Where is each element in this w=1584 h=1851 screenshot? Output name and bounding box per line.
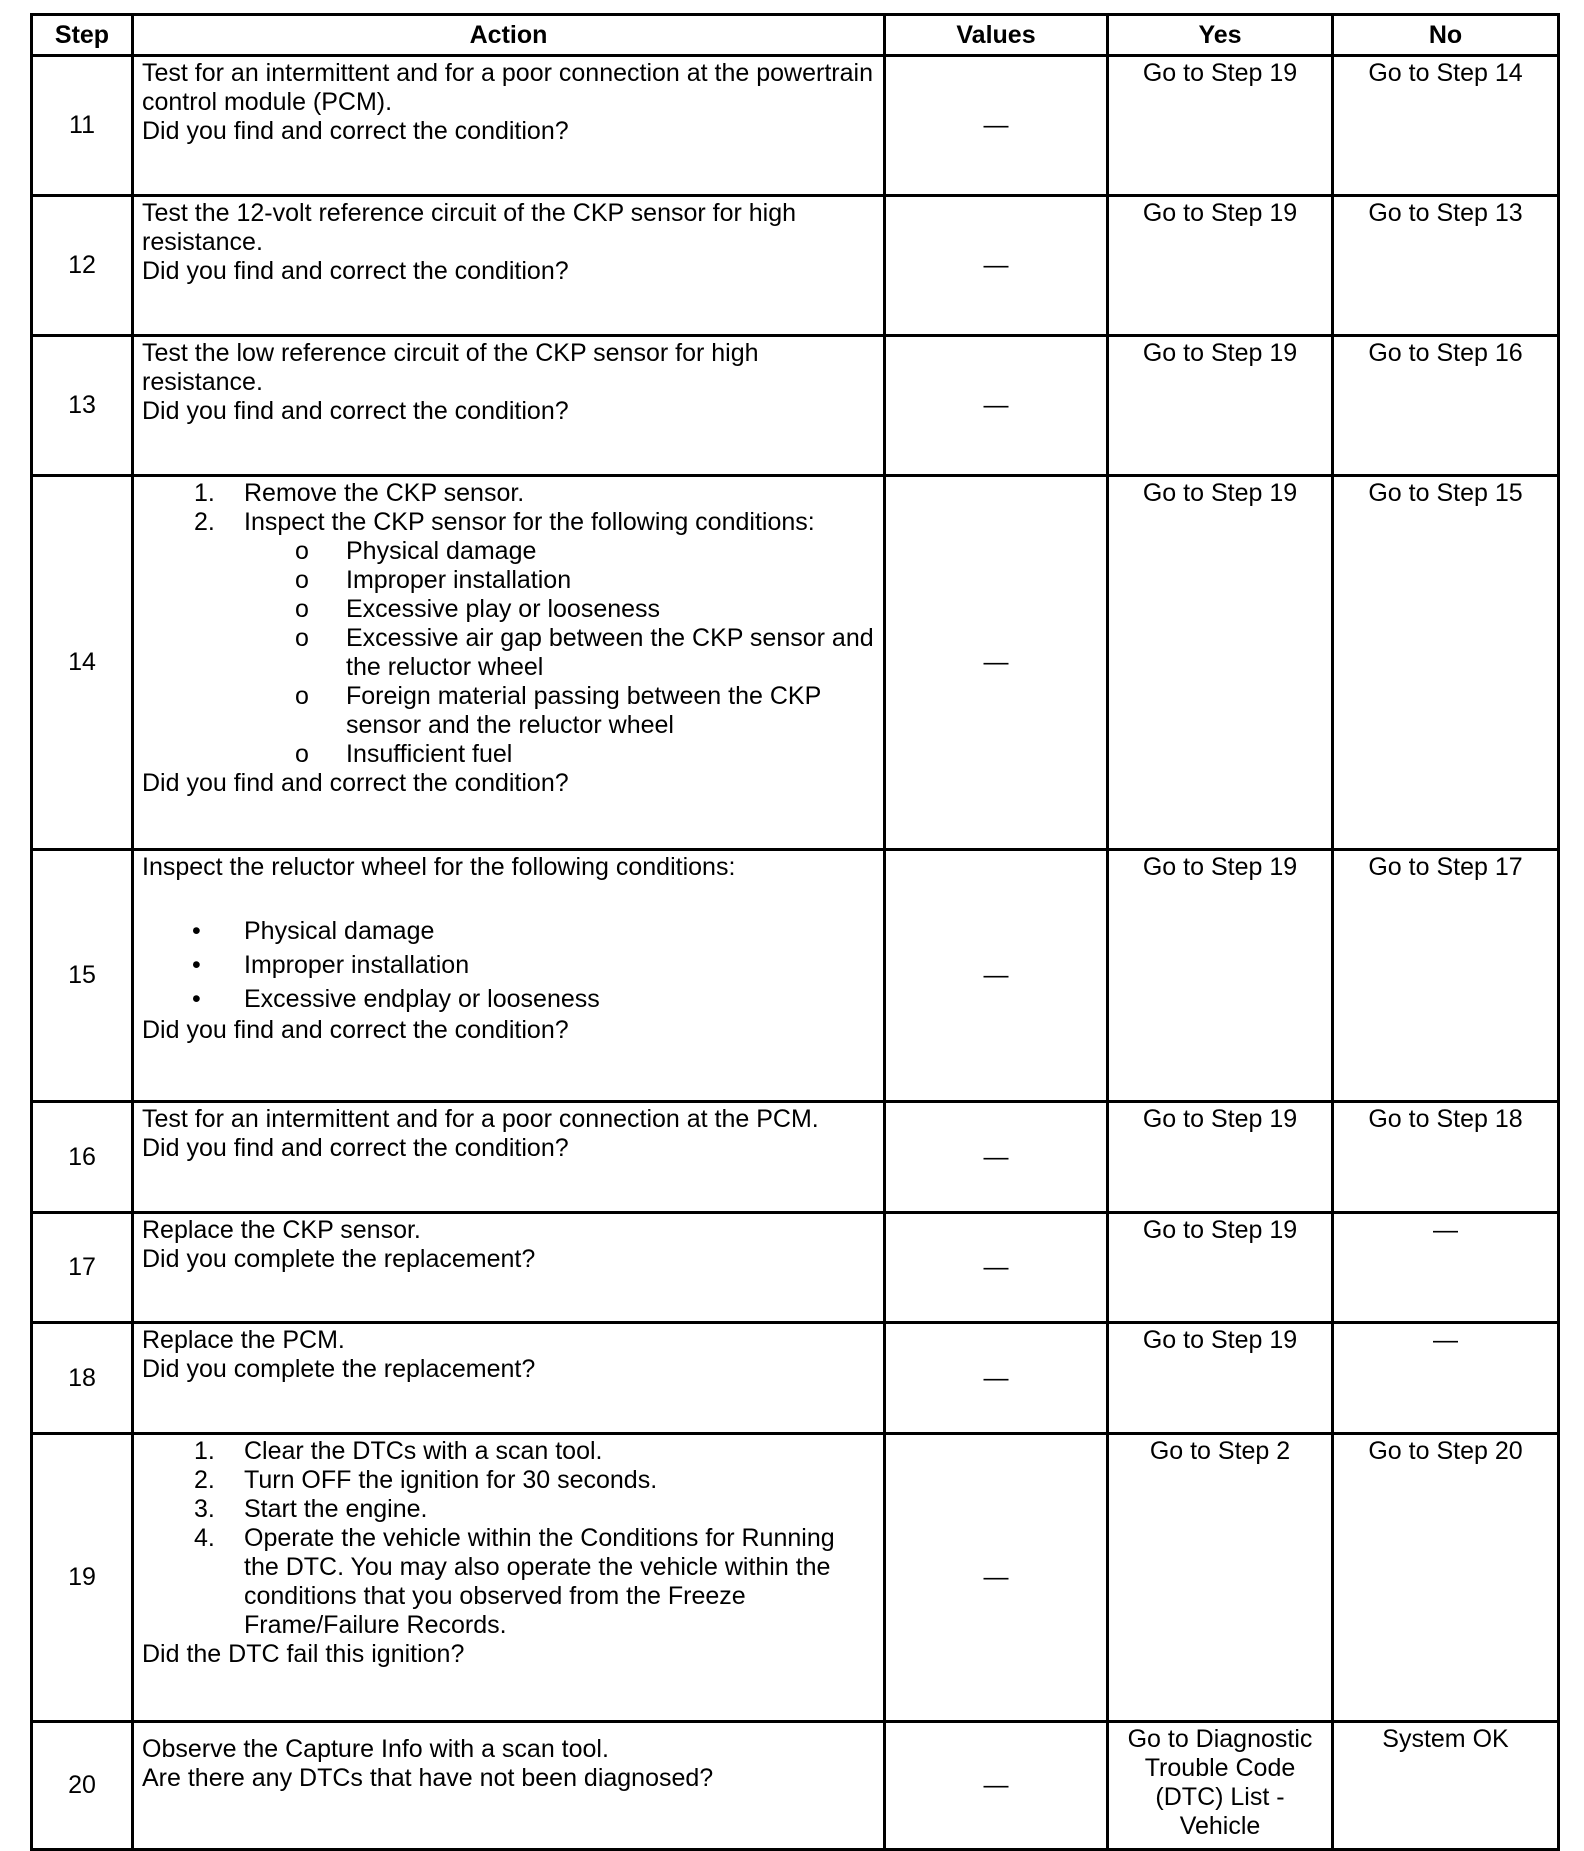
- no-cell: [1333, 1102, 1559, 1213]
- action-text: Replace the CKP sensor.: [142, 1216, 421, 1244]
- action-cell: [133, 196, 885, 336]
- header-action: Action: [133, 15, 885, 56]
- list-item: o Excessive play or looseness: [295, 595, 661, 623]
- values-cell: —: [885, 1323, 1108, 1434]
- no-cell: [1333, 1722, 1559, 1850]
- no-link: Go to Step 17: [1368, 853, 1523, 881]
- circle-bullet-icon: o: [295, 624, 309, 652]
- step-number: 17: [32, 1213, 133, 1323]
- list-item: 1. Remove the CKP sensor.: [194, 479, 525, 507]
- table-row: [32, 1323, 1559, 1434]
- yes-cell: [1108, 476, 1333, 850]
- step-number: 18: [32, 1323, 133, 1434]
- no-link: Go to Step 16: [1368, 339, 1523, 367]
- table-row: [32, 1722, 1559, 1850]
- no-value: —: [1433, 1216, 1458, 1244]
- numbered-list: [142, 479, 875, 537]
- action-cell: [133, 850, 885, 1102]
- values-cell: —: [885, 336, 1108, 476]
- values-cell: —: [885, 56, 1108, 196]
- action-question: Did you find and correct the condition?: [142, 1134, 569, 1162]
- no-link: Go to Step 20: [1368, 1437, 1523, 1465]
- yes-link: Go to Step 19: [1142, 1216, 1298, 1244]
- no-link: Go to Step 13: [1368, 199, 1523, 227]
- header-row: [32, 15, 1559, 56]
- step-number: 19: [32, 1434, 133, 1722]
- action-cell: [133, 476, 885, 850]
- yes-link: Go to Step 19: [1142, 1326, 1298, 1354]
- yes-cell: [1108, 336, 1333, 476]
- no-cell: [1333, 1323, 1559, 1434]
- yes-cell: [1108, 1722, 1333, 1850]
- yes-cell: [1108, 1213, 1333, 1323]
- yes-cell: [1108, 196, 1333, 336]
- table-row: [32, 1434, 1559, 1722]
- action-question: Did you find and correct the condition?: [142, 1016, 569, 1044]
- table-row: [32, 476, 1559, 850]
- bullet-icon: •: [192, 917, 201, 945]
- action-question: Did you complete the replacement?: [142, 1355, 536, 1383]
- bullet-icon: •: [192, 985, 201, 1013]
- action-cell: [133, 56, 885, 196]
- step-number: 20: [32, 1722, 133, 1850]
- action-cell: [133, 1722, 885, 1850]
- action-text: Test the low reference circuit of the CKP sensor for high resistance.: [142, 339, 759, 396]
- no-link: Go to Step 15: [1368, 479, 1523, 507]
- yes-cell: [1108, 56, 1333, 196]
- step-number: 15: [32, 850, 133, 1102]
- no-cell: [1333, 196, 1559, 336]
- action-cell: [133, 336, 885, 476]
- circle-bullet-icon: o: [295, 682, 309, 710]
- yes-link: Go to Step 19: [1142, 1105, 1298, 1133]
- table-row: [32, 196, 1559, 336]
- yes-cell: [1108, 1434, 1333, 1722]
- circle-bullet-icon: o: [295, 740, 309, 768]
- no-cell: [1333, 1213, 1559, 1323]
- values-cell: —: [885, 1434, 1108, 1722]
- values-cell: —: [885, 196, 1108, 336]
- no-link: Go to Step 18: [1368, 1105, 1523, 1133]
- circle-bullet-icon: o: [295, 566, 309, 594]
- list-item: • Excessive endplay or looseness: [142, 982, 875, 1016]
- list-item: 1. Clear the DTCs with a scan tool.: [194, 1437, 603, 1465]
- action-cell: [133, 1434, 885, 1722]
- list-item: 2. Turn OFF the ignition for 30 seconds.: [194, 1466, 658, 1494]
- condition-list: [142, 914, 875, 1016]
- yes-link: Go to Step 2: [1149, 1437, 1291, 1465]
- yes-link: Go to Step 19: [1142, 199, 1298, 227]
- step-number: 12: [32, 196, 133, 336]
- action-question: Did you find and correct the condition?: [142, 397, 569, 425]
- list-item: o Insufficient fuel: [295, 740, 513, 768]
- table-row: [32, 850, 1559, 1102]
- list-item: o Foreign material passing between the CKP sensor and the reluctor wheel: [295, 682, 821, 739]
- values-cell: —: [885, 1213, 1108, 1323]
- list-item: o Excessive air gap between the CKP sensor and the reluctor wheel: [295, 624, 874, 681]
- yes-link: Go to Step 19: [1142, 339, 1298, 367]
- no-link: Go to Step 14: [1368, 59, 1523, 87]
- action-text: Observe the Capture Info with a scan tool.: [142, 1735, 609, 1763]
- yes-link: Go to Step 19: [1142, 853, 1298, 881]
- circle-bullet-icon: o: [295, 595, 309, 623]
- step-number: 14: [32, 476, 133, 850]
- table-row: [32, 56, 1559, 196]
- header-values: Values: [885, 15, 1108, 56]
- action-question: Did the DTC fail this ignition?: [142, 1640, 465, 1668]
- step-number: 11: [32, 56, 133, 196]
- circle-bullet-icon: o: [295, 537, 309, 565]
- no-cell: [1333, 1434, 1559, 1722]
- table-row: [32, 1213, 1559, 1323]
- condition-list: [142, 537, 875, 769]
- action-question: Did you find and correct the condition?: [142, 257, 569, 285]
- action-text: Replace the PCM.: [142, 1326, 345, 1354]
- values-cell: —: [885, 850, 1108, 1102]
- action-question: Did you find and correct the condition?: [142, 769, 569, 797]
- step-number: 16: [32, 1102, 133, 1213]
- header-no: No: [1333, 15, 1559, 56]
- list-item: 2. Inspect the CKP sensor for the following conditions:: [194, 508, 815, 536]
- yes-link: Go to Step 19: [1142, 479, 1298, 507]
- list-item: • Improper installation: [142, 948, 875, 982]
- values-cell: —: [885, 1722, 1108, 1850]
- diagnostic-table: [30, 13, 1560, 1851]
- list-item: o Physical damage: [295, 537, 537, 565]
- yes-cell: [1108, 1102, 1333, 1213]
- action-question: Are there any DTCs that have not been diagnosed?: [142, 1764, 714, 1792]
- header-step: Step: [32, 15, 133, 56]
- list-item: 4. Operate the vehicle within the Conditions for Running the DTC. You may also operate the vehicle within the conditions that you observed from the Freeze Frame/Failure Records.: [194, 1524, 835, 1639]
- bullet-icon: •: [192, 951, 201, 979]
- yes-link: Go to Step 19: [1142, 59, 1298, 87]
- list-item: o Improper installation: [295, 566, 572, 594]
- values-cell: —: [885, 1102, 1108, 1213]
- table-row: [32, 336, 1559, 476]
- table-row: [32, 1102, 1559, 1213]
- numbered-list: [142, 1437, 875, 1640]
- action-text: Test for an intermittent and for a poor connection at the PCM.: [142, 1105, 819, 1133]
- list-item: 3. Start the engine.: [194, 1495, 428, 1523]
- action-cell: [133, 1102, 885, 1213]
- no-cell: [1333, 476, 1559, 850]
- yes-cell: [1108, 1323, 1333, 1434]
- no-cell: [1333, 336, 1559, 476]
- action-text: Test the 12-volt reference circuit of the CKP sensor for high resistance.: [142, 199, 797, 256]
- step-number: 13: [32, 336, 133, 476]
- action-cell: [133, 1213, 885, 1323]
- yes-link: Go to Diagnostic Trouble Code (DTC) List - Vehicle: [1127, 1725, 1313, 1840]
- action-question: Did you find and correct the condition?: [142, 117, 569, 145]
- action-question: Did you complete the replacement?: [142, 1245, 536, 1273]
- values-cell: —: [885, 476, 1108, 850]
- action-text: Inspect the reluctor wheel for the following conditions:: [142, 853, 736, 881]
- yes-cell: [1108, 850, 1333, 1102]
- action-cell: [133, 1323, 885, 1434]
- header-yes: Yes: [1108, 15, 1333, 56]
- no-cell: [1333, 850, 1559, 1102]
- no-cell: [1333, 56, 1559, 196]
- no-value: —: [1433, 1326, 1458, 1354]
- list-item: • Physical damage: [142, 914, 875, 948]
- action-text: Test for an intermittent and for a poor connection at the powertrain control module (PCM).: [142, 59, 873, 116]
- no-value: System OK: [1382, 1725, 1509, 1753]
